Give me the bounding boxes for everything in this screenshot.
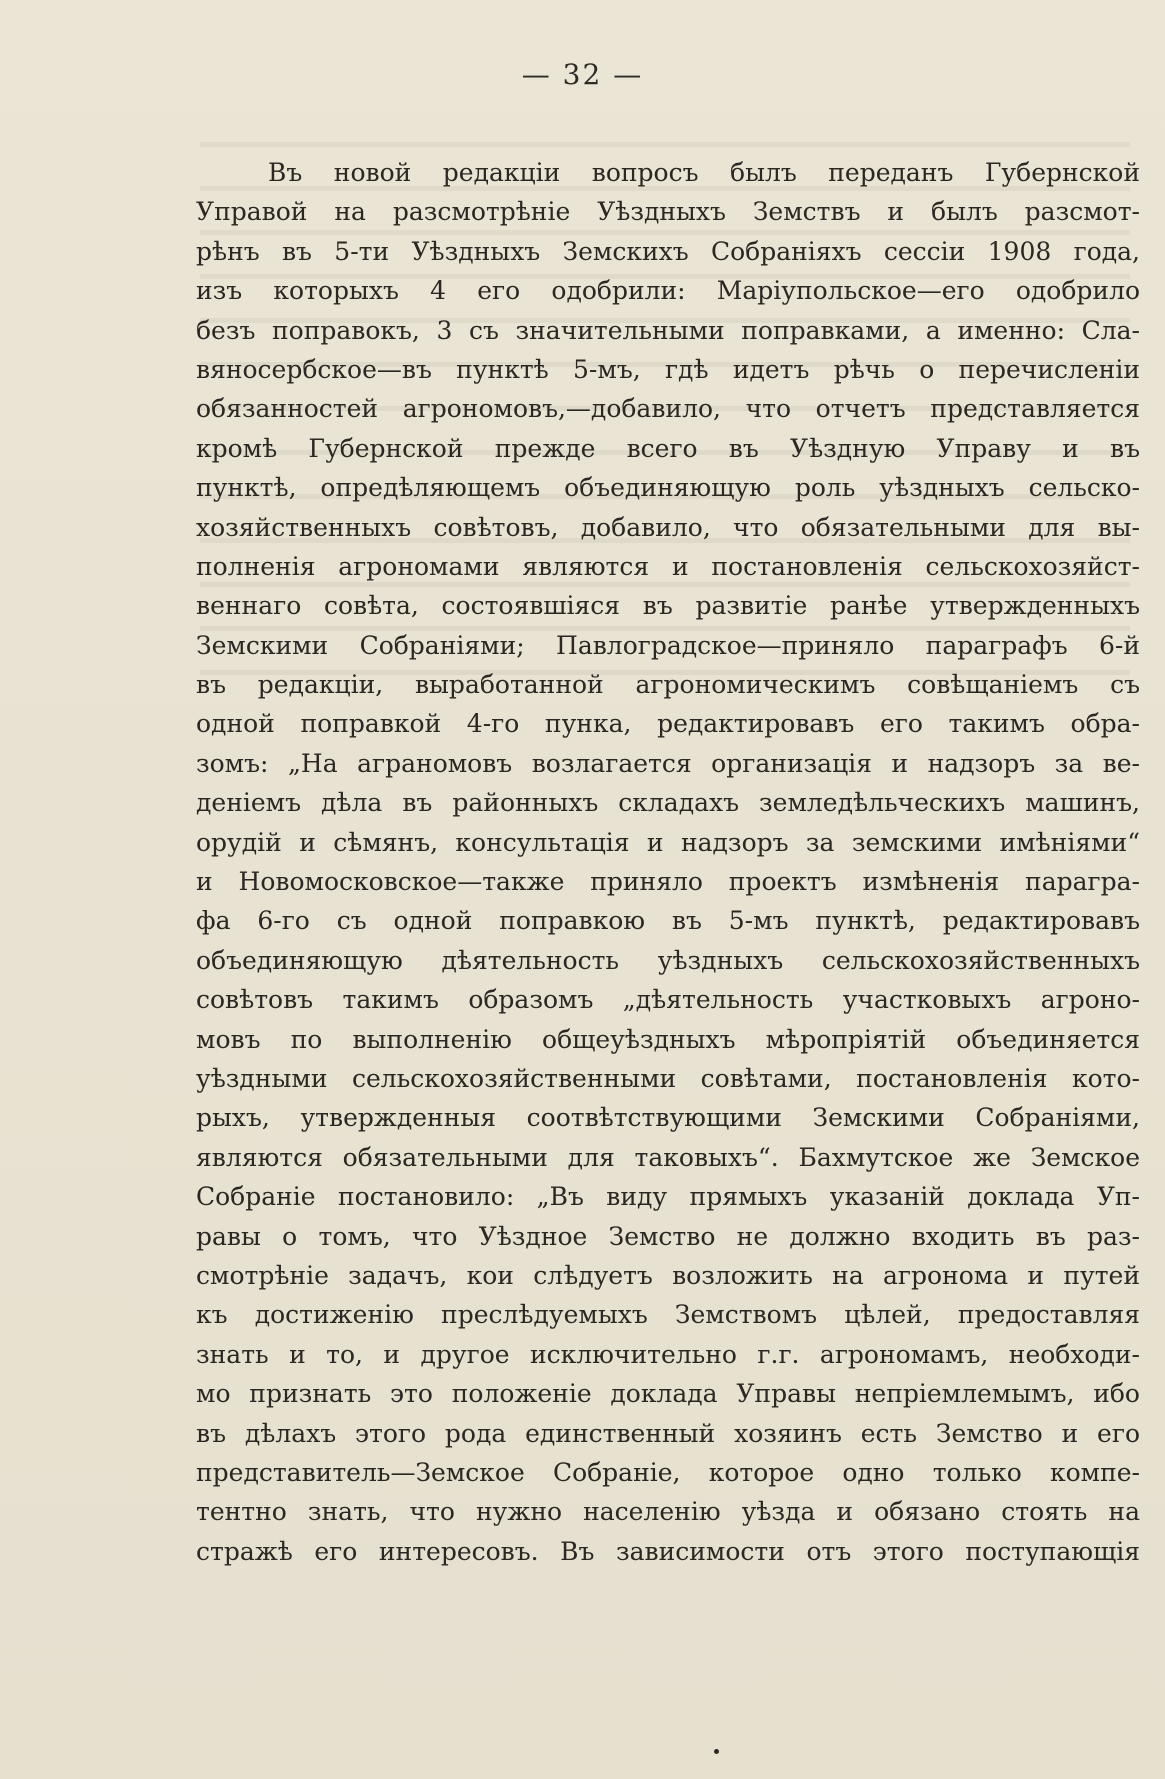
body-text	[196, 153, 1140, 1571]
text-line: объединяющую дѣятельность уѣздныхъ сельскохозяйственныхъ	[196, 945, 1140, 975]
text-line: деніемъ дѣла въ районныхъ складахъ земледѣльческихъ машинъ,	[196, 788, 1140, 818]
text-line: къ достиженію преслѣдуемыхъ Земствомъ цѣлей, предоставляя	[196, 1300, 1140, 1330]
text-line: Управой на разсмотрѣніе Уѣздныхъ Земствъ и былъ разсмот-	[196, 197, 1140, 227]
text-line: смотрѣніе задачъ, кои слѣдуетъ возложить на агронома и путей	[196, 1260, 1140, 1290]
text-line: мо признать это положеніе доклада Управы непріемлемымъ, ибо	[196, 1379, 1140, 1409]
text-line: одной поправкой 4-го пунка, редактировавъ его такимъ обра-	[196, 709, 1140, 739]
text-line: стражѣ его интересовъ. Въ зависимости отъ этого поступающія	[196, 1536, 1140, 1566]
text-line: фа 6-го съ одной поправкою въ 5-мъ пунктѣ, редактировавъ	[196, 906, 1140, 936]
text-line: кромѣ Губернской прежде всего въ Уѣздную Управу и въ	[196, 433, 1140, 463]
text-line: орудій и сѣмянъ, консультація и надзоръ за земскими имѣніями“	[196, 827, 1140, 857]
text-line: веннаго совѣта, состоявшіяся въ развитіе ранѣе утвержденныхъ	[196, 591, 1140, 621]
text-line: рыхъ, утвержденныя соотвѣтствующими Земскими Собраніями,	[196, 1103, 1140, 1133]
text-line: представитель—Земское Собраніе, которое одно только компе-	[196, 1457, 1140, 1487]
text-line: пунктѣ, опредѣляющемъ объединяющую роль уѣздныхъ сельско-	[196, 473, 1140, 503]
printer-mark-dot	[714, 1749, 719, 1754]
text-line: вяносербское—въ пунктѣ 5-мъ, гдѣ идетъ рѣчь о перечисленіи	[196, 354, 1140, 384]
text-line: мовъ по выполненію общеуѣздныхъ мѣропріятій объединяется	[196, 1024, 1140, 1054]
text-line: и Новомосковское—также приняло проектъ измѣненія парагра-	[196, 867, 1140, 897]
text-line: обязанностей агрономовъ,—добавило, что отчетъ представляется	[196, 394, 1140, 424]
text-line: тентно знать, что нужно населенію уѣзда и обязано стоять на	[196, 1497, 1140, 1527]
text-line: зомъ: „На аграномовъ возлагается организація и надзоръ за ве-	[196, 748, 1140, 778]
text-line: являются обязательными для таковыхъ“. Бахмутское же Земское	[196, 1142, 1140, 1172]
text-line: уѣздными сельскохозяйственными совѣтами, постановленія кото-	[196, 1063, 1140, 1093]
page-number: — 32 —	[521, 58, 644, 91]
text-line: рѣнъ въ 5-ти Уѣздныхъ Земскихъ Собраніяхъ сессіи 1908 года,	[196, 236, 1140, 266]
text-line: совѣтовъ такимъ образомъ „дѣятельность участковыхъ агроно-	[196, 985, 1140, 1015]
text-line: знать и то, и другое исключительно г.г. агрономамъ, необходи-	[196, 1339, 1140, 1369]
text-line: въ редакціи, выработанной агрономическимъ совѣщаніемъ съ	[196, 670, 1140, 700]
text-line: Собраніе постановило: „Въ виду прямыхъ указаній доклада Уп-	[196, 1182, 1140, 1212]
text-line: изъ которыхъ 4 его одобрили: Маріупольское—его одобрило	[196, 276, 1140, 306]
text-line: Въ новой редакціи вопросъ былъ переданъ Губернской	[268, 158, 1140, 187]
text-line: въ дѣлахъ этого рода единственный хозяинъ есть Земство и его	[196, 1418, 1140, 1448]
text-line: Земскими Собраніями; Павлоградское—приняло параграфъ 6-й	[196, 630, 1140, 660]
text-line: полненія агрономами являются и постановленія сельскохозяйст-	[196, 551, 1140, 581]
text-line: хозяйственныхъ совѣтовъ, добавило, что обязательными для вы-	[196, 512, 1140, 542]
text-line: безъ поправокъ, 3 съ значительными поправками, а именно: Сла-	[196, 315, 1140, 345]
text-line: равы о томъ, что Уѣздное Земство не должно входить въ раз-	[196, 1221, 1140, 1251]
